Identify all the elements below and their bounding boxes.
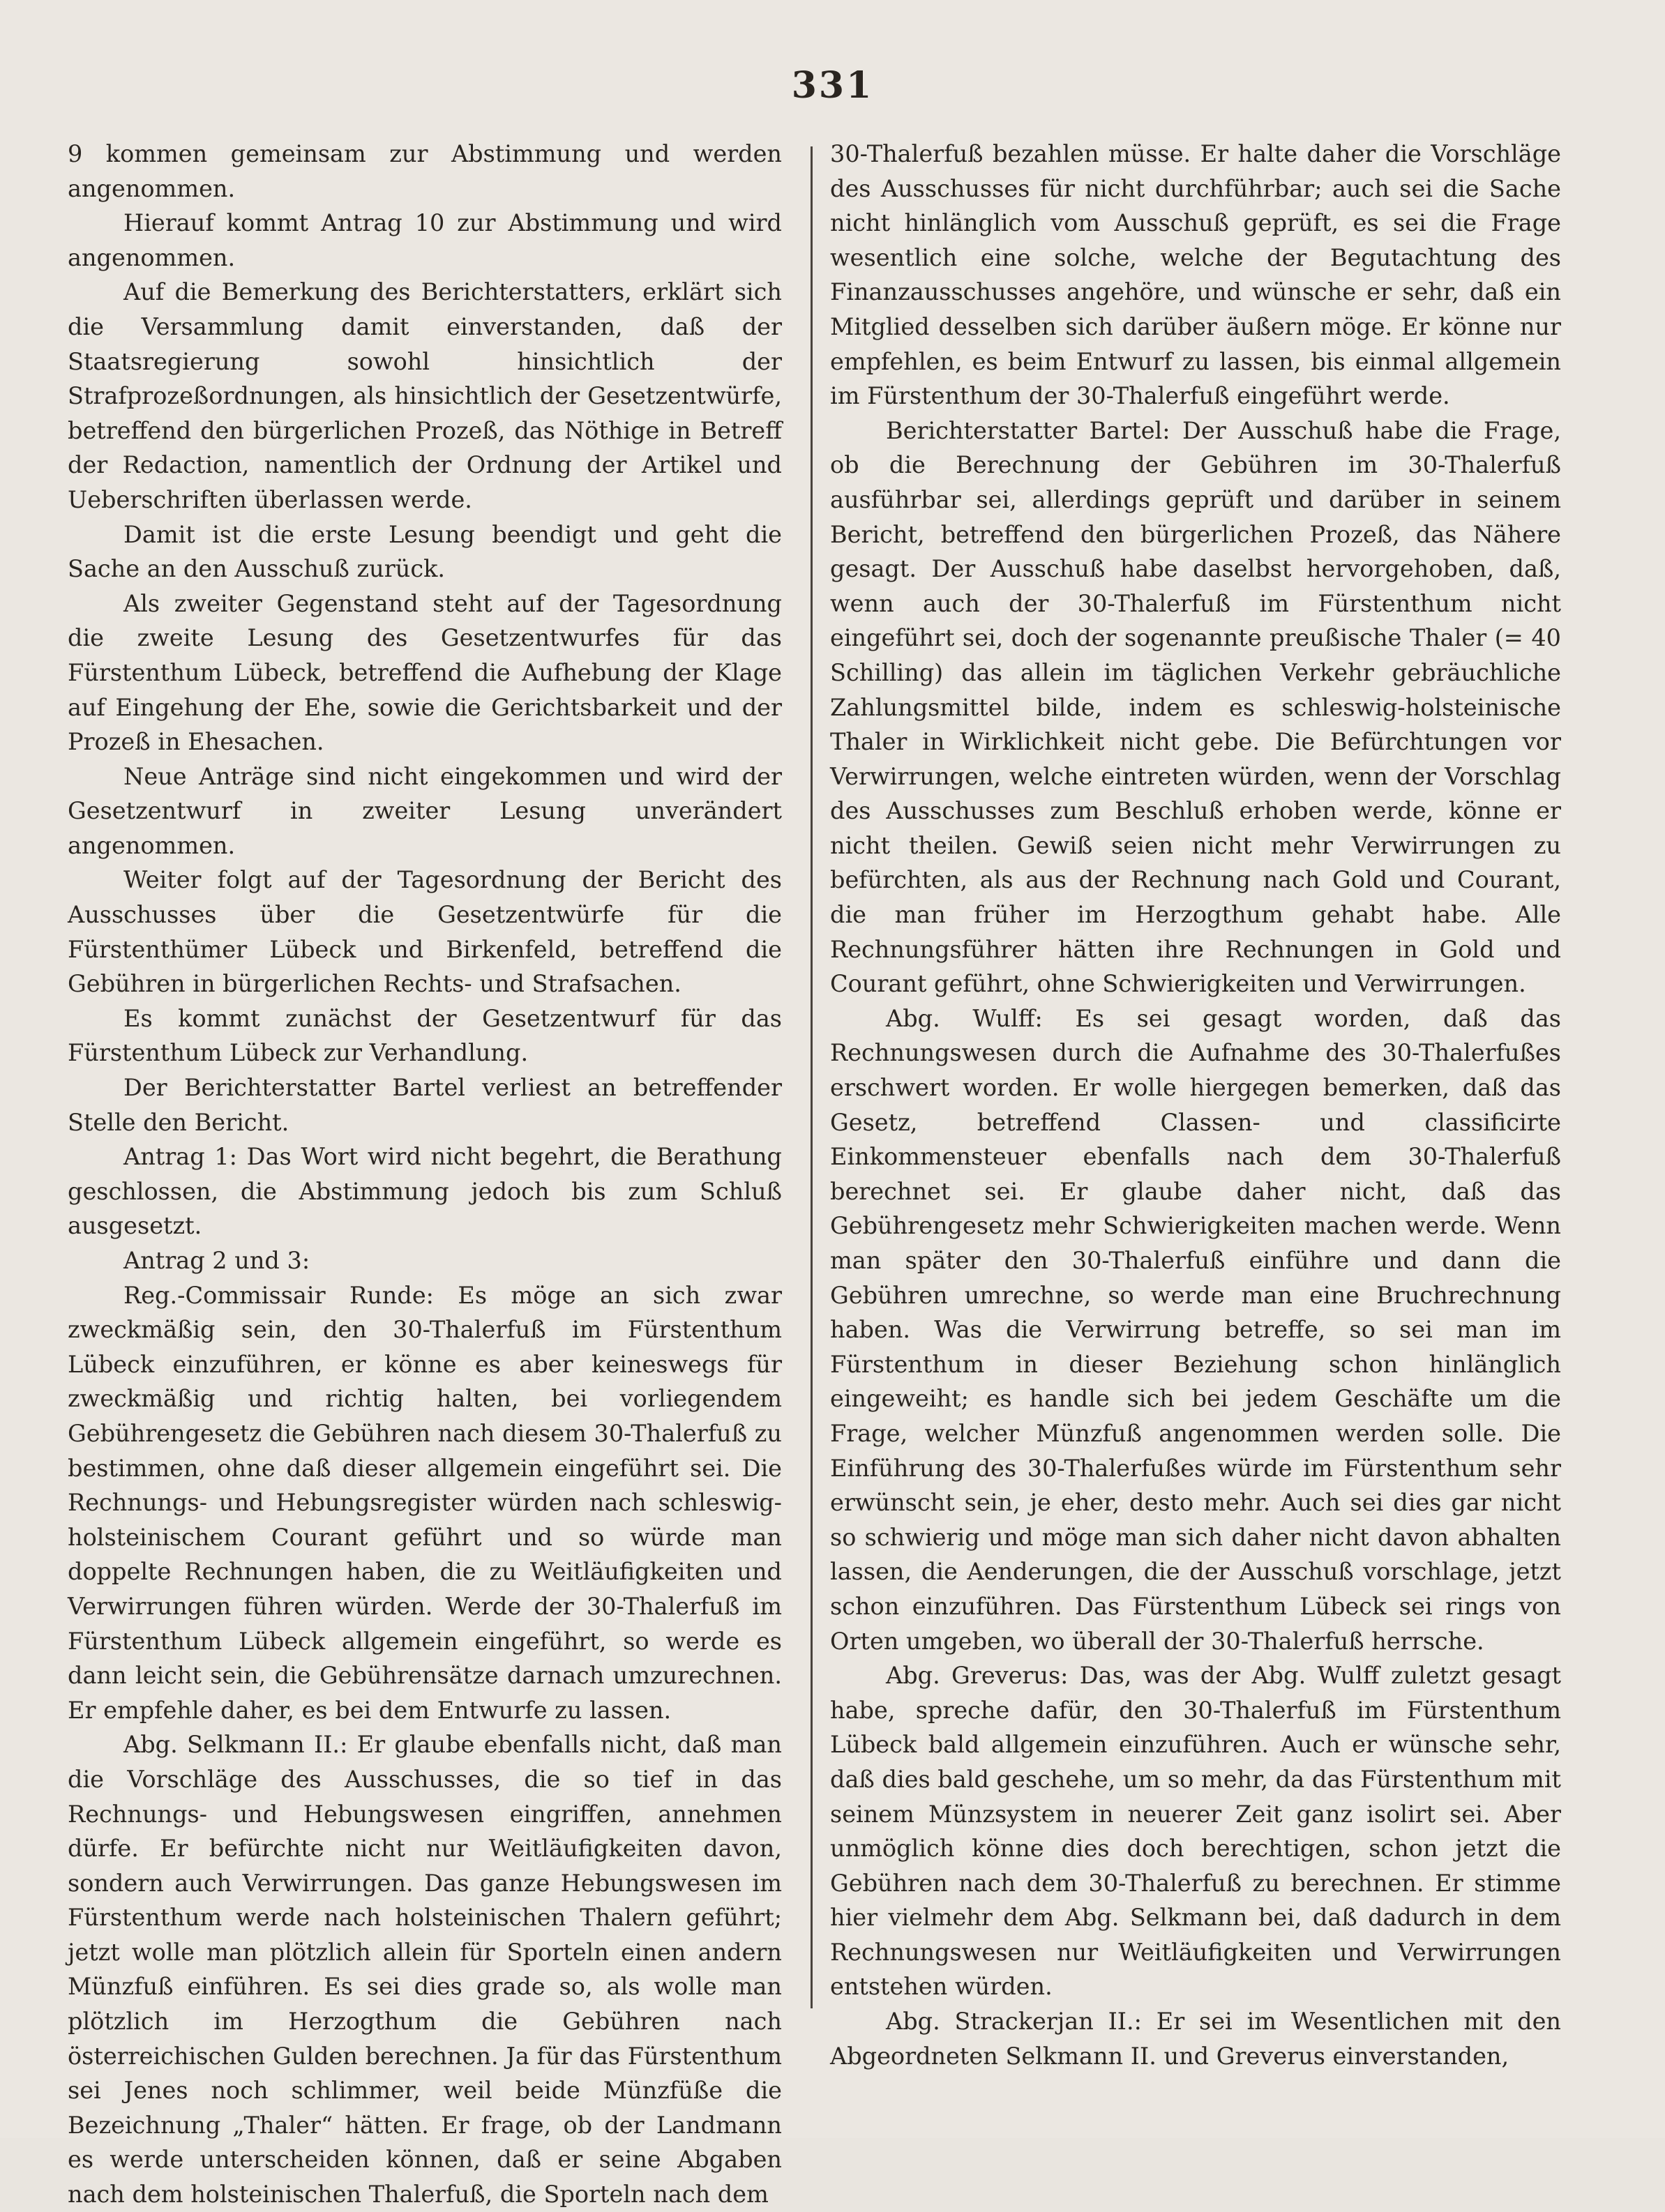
right-column [830,137,1561,2070]
paragraph: Abg. Strackerjan II.: Er sei im Wesentlichen mit den Abgeordneten Selkmann II. und Greverus einverstanden, [830,2008,1561,2070]
paragraph: Es kommt zunächst der Gesetzentwurf für das Fürstenthum Lübeck zur Verhandlung. [68,1004,782,1067]
paragraph: Neue Anträge sind nicht eingekommen und wird der Gesetzentwurf in zweiter Lesung unverändert angenommen. [68,762,782,859]
paragraph: Weiter folgt auf der Tagesordnung der Bericht des Ausschusses über die Gesetzentwürfe für die Fürstenthümer Lübeck und Birkenfeld, betreffend die Gebühren in bürgerlichen Rechts- und Strafsachen. [68,866,782,998]
paragraph: Hierauf kommt Antrag 10 zur Abstimmung und wird angenommen. [68,209,782,271]
paragraph: Berichterstatter Bartel: Der Ausschuß habe die Frage, ob die Berechnung der Gebühren im 30-Thalerfuß ausführbar sei, allerdings geprüft und darüber in seinem Bericht, betreffend den bürgerlichen Prozeß, das Nähere gesagt. Der Ausschuß habe daselbst hervorgehoben, daß, wenn auch der 30-Thalerfuß im Fürstenthum nicht eingeführt sei, doch der sogenannte preußische Thaler (= 40 Schilling) das allein im täglichen Verkehr gebräuchliche Zahlungsmittel bilde, indem es schleswig-holsteinische Thaler in Wirklichkeit nicht gebe. Die Befürchtungen vor Verwirrungen, welche eintreten würden, wenn der Vorschlag des Ausschusses zum Beschluß erhoben werde, könne er nicht theilen. Gewiß seien nicht mehr Verwirrungen zu befürchten, als aus der Rechnung nach Gold und Courant, die man früher im Herzogthum gehabt habe. Alle Rechnungsführer hätten ihre Rechnungen in Gold und Courant geführt, ohne Schwierigkeiten und Verwirrungen. [830,416,1561,998]
paragraph: 9 kommen gemeinsam zur Abstimmung und werden angenommen. [68,140,782,202]
paragraph: Antrag 1: Das Wort wird nicht begehrt, die Berathung geschlossen, die Abstimmung jedoch bis zum Schluß ausgesetzt. [68,1143,782,1240]
paragraph: Als zweiter Gegenstand steht auf der Tagesordnung die zweite Lesung des Gesetzentwurfes für das Fürstenthum Lübeck, betreffend die Aufhebung der Klage auf Eingehung der Ehe, sowie die Gerichtsbarkeit und der Prozeß in Ehesachen. [68,589,782,756]
left-column [68,137,782,2209]
paragraph: Abg. Greverus: Das, was der Abg. Wulff zuletzt gesagt habe, spreche dafür, den 30-Thalerfuß im Fürstenthum Lübeck bald allgemein einzuführen. Auch er wünsche sehr, daß dies bald geschehe, um so mehr, da das Fürstenthum mit seinem Münzsystem in neuerer Zeit ganz isolirt sei. Aber unmöglich könne dies doch berechtigen, schon jetzt die Gebühren nach dem 30-Thalerfuß zu berechnen. Er stimme hier vielmehr dem Abg. Selkmann bei, daß dadurch in dem Rechnungswesen nur Weitläufigkeiten und Verwirrungen entstehen würden. [830,1662,1561,2001]
paragraph: Damit ist die erste Lesung beendigt und geht die Sache an den Ausschuß zurück. [68,520,782,583]
paragraph: Abg. Selkmann II.: Er glaube ebenfalls nicht, daß man die Vorschläge des Ausschusses, die so tief in das Rechnungs- und Hebungswesen eingriffen, annehmen dürfe. Er befürchte nicht nur Weitläufigkeiten davon, sondern auch Verwirrungen. Das ganze Hebungswesen im Fürstenthum werde nach holsteinischen Thalern geführt; jetzt wolle man plötzlich allein für Sporteln einen andern Münzfuß einführen. Es sei dies grade so, als wolle man plötzlich im Herzogthum die Gebühren nach österreichischen Gulden berechnen. Ja für das Fürstenthum sei Jenes noch schlimmer, weil beide Münzfüße die Bezeichnung „Thaler“ hätten. Er frage, ob der Landmann es werde unterscheiden können, daß er seine Abgaben nach dem holsteinischen Thalerfuß, die Sporteln nach dem [68,1731,782,2209]
paragraph: Antrag 2 und 3: [123,1247,310,1274]
column-divider [811,146,813,2008]
paragraph: Auf die Bemerkung des Berichterstatters, erklärt sich die Versammlung damit einverstanden, daß der Staatsregierung sowohl hinsichtlich der Strafprozeßordnungen, als hinsichtlich der Gesetzentwürfe, betreffend den bürgerlichen Prozeß, das Nöthige in Betreff der Redaction, namentlich der Ordnung der Artikel und Ueberschriften überlassen werde. [68,278,782,513]
paragraph: Reg.-Commissair Runde: Es möge an sich zwar zweckmäßig sein, den 30-Thalerfuß im Fürstenthum Lübeck einzuführen, er könne es aber keineswegs für zweckmäßig und richtig halten, bei vorliegendem Gebührengesetz die Gebühren nach diesem 30-Thalerfuß zu bestimmen, ohne daß dieser allgemein eingeführt sei. Die Rechnungs- und Hebungsregister würden nach schleswig-holsteinischem Courant geführt und so würde man doppelte Rechnungen haben, die zu Weitläufigkeiten und Verwirrungen führen würden. Werde der 30-Thalerfuß im Fürstenthum Lübeck allgemein eingeführt, so werde es dann leicht sein, die Gebührensätze darnach umzurechnen. Er empfehle daher, es bei dem Entwurfe zu lassen. [68,1281,782,1724]
page-number: 331 [791,64,874,107]
paragraph: Abg. Wulff: Es sei gesagt worden, daß das Rechnungswesen durch die Aufnahme des 30-Thalerfußes erschwert worden. Er wolle hiergegen bemerken, daß das Gesetz, betreffend Classen- und classificirte Einkommensteuer ebenfalls nach dem 30-Thalerfuß berechnet sei. Er glaube daher nicht, daß das Gebührengesetz mehr Schwierigkeiten machen werde. Wenn man später den 30-Thalerfuß einführe und dann die Gebühren umrechne, so werde man eine Bruchrechnung haben. Was die Verwirrung betreffe, so sei man im Fürstenthum in dieser Beziehung schon hinlänglich eingeweiht; es handle sich bei jedem Geschäfte um die Frage, welcher Münzfuß angenommen werden solle. Die Einführung des 30-Thalerfußes würde im Fürstenthum sehr erwünscht sein, je eher, desto mehr. Auch sei dies gar nicht so schwierig und möge man sich daher nicht davon abhalten lassen, die Aenderungen, die der Ausschuß vorschlage, jetzt schon einzuführen. Das Fürstenthum Lübeck sei rings von Orten umgeben, wo überall der 30-Thalerfuß herrsche. [830,1004,1561,1655]
paragraph: 30-Thalerfuß bezahlen müsse. Er halte daher die Vorschläge des Ausschusses für nicht durchführbar; auch sei die Sache nicht hinlänglich vom Ausschuß geprüft, es sei die Frage wesentlich eine solche, welche der Begutachtung des Finanzausschusses angehöre, und wünsche er sehr, daß ein Mitglied desselben sich darüber äußern möge. Er könne nur empfehlen, es beim Entwurf zu lassen, bis einmal allgemein im Fürstenthum der 30-Thalerfuß eingeführt werde. [830,140,1561,410]
paragraph: Der Berichterstatter Bartel verliest an betreffender Stelle den Bericht. [68,1074,782,1136]
